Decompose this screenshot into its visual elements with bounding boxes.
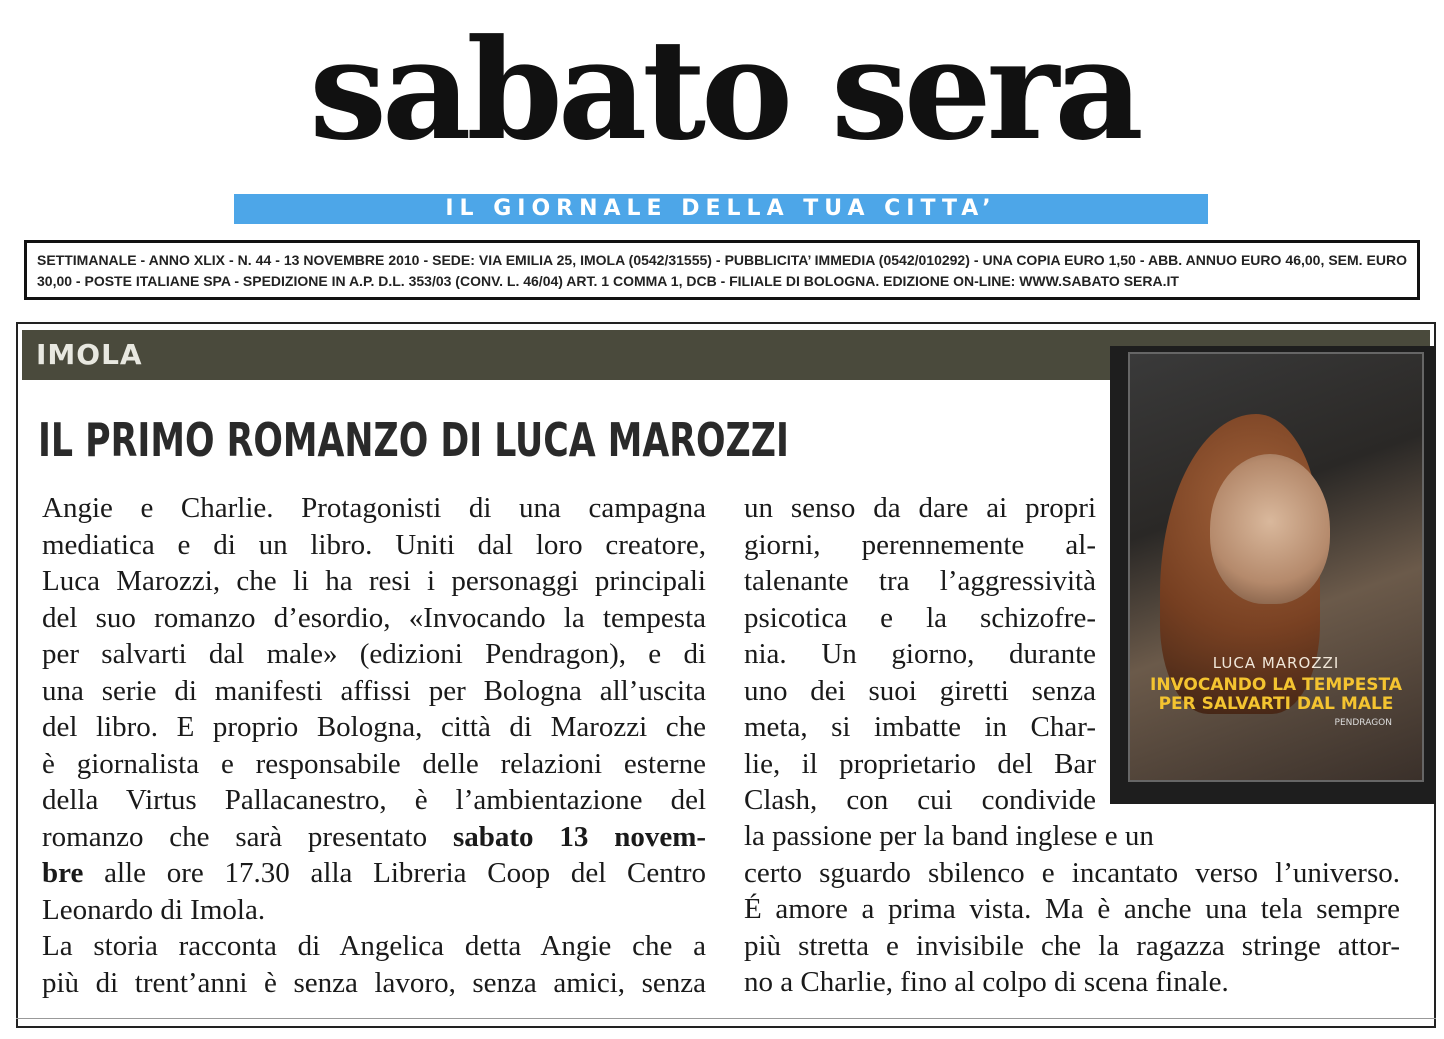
cover-title-line: PER SALVARTI DAL MALE	[1158, 694, 1394, 714]
body-line: Luca Marozzi, che li ha resi i personaggi principali	[42, 565, 706, 597]
body-line	[42, 819, 706, 856]
body-line: meta, si imbatte in Char-	[744, 711, 1096, 743]
body-line: psicotica e la schizofre-	[744, 601, 1096, 634]
body-line: più stretta e invisibile che la ragazza stringe attor-	[744, 929, 1400, 962]
body-line: certo sguardo sbilenco e incantato verso l’universo.	[744, 856, 1400, 889]
body-line: un senso da dare ai propri	[744, 492, 1096, 524]
body-line: del libro. E proprio Bologna, città di Marozzi che	[42, 711, 706, 743]
body-line: la passione per la band inglese e un	[744, 820, 1154, 852]
body-line: mediatica e di un libro. Uniti dal loro creatore,	[42, 528, 706, 561]
article-column-right	[744, 490, 1096, 819]
body-line: lie, il proprietario del Bar	[744, 747, 1096, 780]
cover-title-line: INVOCANDO LA TEMPESTA	[1150, 675, 1402, 695]
body-line: della Virtus Pallacanestro, è l’ambientazione del	[42, 784, 706, 816]
section-label: IMOLA	[36, 338, 143, 371]
body-line: uno dei suoi giretti senza	[744, 674, 1096, 707]
body-line: Angie e Charlie. Protagonisti di una campagna	[42, 492, 706, 524]
cover-portrait-face	[1210, 454, 1330, 604]
body-line: è giornalista e responsabile delle relazioni esterne	[42, 747, 706, 780]
body-line: del suo romanzo d’esordio, «Invocando la tempesta	[42, 601, 706, 634]
bottom-rule	[16, 1018, 1436, 1019]
body-line: nia. Un giorno, durante	[744, 638, 1096, 670]
event-date-bold: sabato 13 novem-	[452, 820, 707, 853]
body-line: giorni, perennemente al-	[744, 528, 1096, 561]
cover-author: LUCA MAROZZI	[1212, 654, 1340, 672]
masthead-title: sabato sera	[309, 8, 1139, 171]
masthead-tagline: IL GIORNALE DELLA TUA CITTA’	[234, 194, 1208, 224]
article-headline: IL PRIMO ROMANZO DI LUCA MAROZZI	[38, 413, 789, 467]
article-column-left	[42, 490, 706, 1001]
body-line: una serie di manifesti affissi per Bologna all’uscita	[42, 674, 706, 707]
event-date-bold: bre	[42, 857, 84, 889]
body-line: per salvarti dal male» (edizioni Pendragon), e di	[42, 638, 706, 670]
body-line: più di trent’anni è senza lavoro, senza amici, senza	[42, 966, 706, 999]
body-line: É amore a prima vista. Ma è anche una tela sempre	[744, 893, 1400, 925]
body-line: La storia racconta di Angelica detta Angie che a	[42, 930, 706, 962]
body-text: alle ore 17.30 alla Libreria Coop del Centro	[83, 857, 706, 889]
body-line	[42, 855, 706, 892]
body-text: romanzo che sarà presentato	[42, 820, 453, 853]
publication-info-box: SETTIMANALE - ANNO XLIX - N. 44 - 13 NOVEMBRE 2010 - SEDE: VIA EMILIA 25, IMOLA (0542/31555) - PUBBLICITA’ IMMEDIA (0542/010292) - UNA COPIA EURO 1,50 - ABB. ANNUO EURO 46,00, SEM. EURO 30,00 - POSTE ITALIANE SPA - SPEDIZIONE IN A.P. D.L. 353/03 (CONV. L. 46/04) ART. 1 COMMA 1, DCB - FILIALE DI BOLOGNA. EDIZIONE ON-LINE: WWW.SABATO SERA.IT	[24, 240, 1420, 300]
cover-title	[1130, 676, 1422, 714]
cover-publisher: PENDRAGON	[1334, 718, 1392, 728]
book-cover	[1128, 352, 1424, 782]
body-line: Leonardo di Imola.	[42, 893, 266, 926]
body-line: no a Charlie, fino al colpo di scena finale.	[744, 966, 1229, 998]
body-line: talenante tra l’aggressività	[744, 565, 1096, 597]
body-line: Clash, con cui condivide	[744, 784, 1096, 816]
article-column-wide	[744, 818, 1400, 1001]
